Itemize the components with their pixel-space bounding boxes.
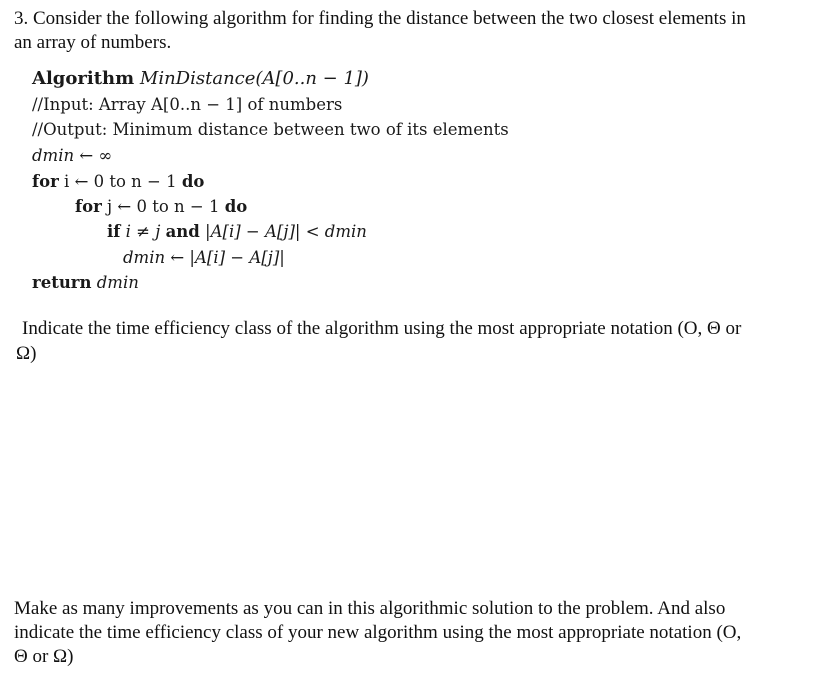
if-keyword: if [107,222,121,241]
do-keyword-outer: do [181,172,205,191]
part-b-line-2: indicate the time efficiency class of your new algorithm using the most appropriate notation (O, [14,622,742,643]
for-keyword-outer: for [32,172,59,191]
init-variable: dmin [32,146,75,165]
question-intro-line-2: an array of numbers. [14,32,172,53]
algorithm-keyword: Algorithm [32,68,135,89]
do-keyword-inner: do [224,197,248,216]
return-value: dmin [91,273,139,292]
algorithm-outer-loop [32,169,204,194]
algorithm-inner-loop [75,194,247,219]
part-b-line-1: Make as many improvements as you can in this algorithmic solution to the problem. And also [14,598,726,619]
algorithm-if-line [107,219,367,244]
outer-loop-range: i ← 0 to n − 1 [58,172,182,191]
return-keyword: return [32,273,92,292]
algorithm-output-comment: //Output: Minimum distance between two of its elements [32,120,509,139]
if-condition-2: |A[i] − A[j]| < dmin [199,222,367,241]
part-b-line-3: Θ or Ω) [14,646,74,667]
and-keyword: and [165,222,200,241]
part-a-line-2: Ω) [16,343,37,364]
part-a-line-1: Indicate the time efficiency class of the algorithm using the most appropriate notation (O, Θ or [22,318,742,339]
algorithm-signature: MinDistance(A[0..n − 1]) [139,68,369,89]
algorithm-return-line [32,270,139,295]
for-keyword-inner: for [75,197,102,216]
inner-loop-range: j ← 0 to n − 1 [101,197,225,216]
algorithm-input-comment: //Input: Array A[0..n − 1] of numbers [32,95,343,114]
answer-space [14,372,804,592]
question-number: 3. [14,8,29,29]
if-condition-1: i ≠ j [120,222,166,241]
init-assignment: ← ∞ [74,146,113,165]
algorithm-assign-line: dmin ← |A[i] − A[j]| [123,248,285,267]
algorithm-init-line [32,143,112,168]
question-intro-line-1 [14,7,746,31]
algorithm-header [32,66,369,91]
question-intro-text: Consider the following algorithm for finding the distance between the two closest elements in [33,8,746,29]
